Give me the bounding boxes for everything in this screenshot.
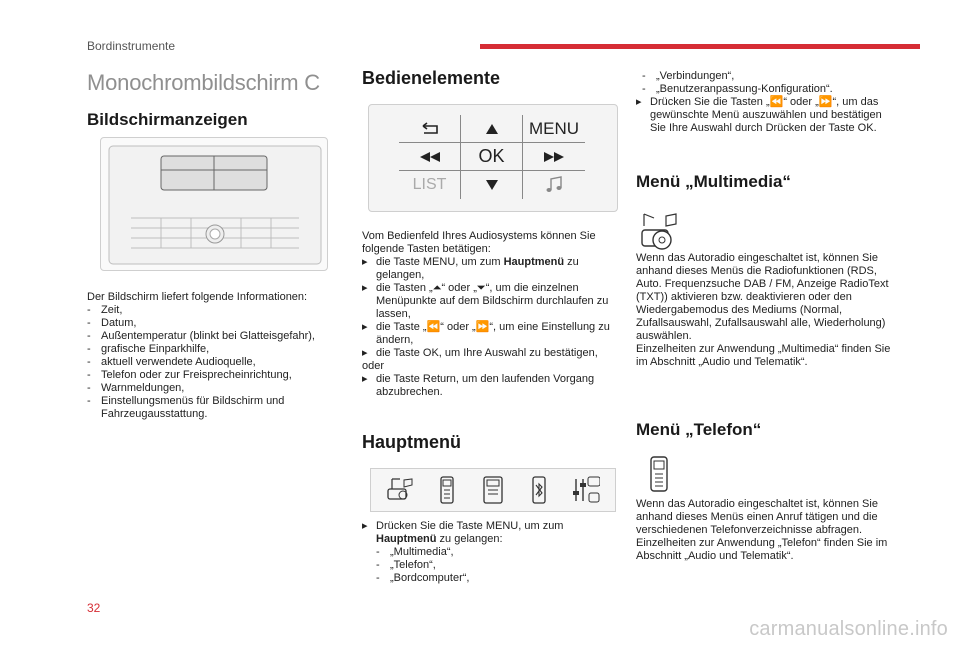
list-item: ▸ Drücken Sie die Taste MENU, um zum Hauptmenü zu gelangen:	[362, 520, 564, 545]
column-display	[87, 60, 345, 420]
up-button[interactable]	[461, 115, 523, 143]
list-button[interactable]: LIST	[399, 171, 461, 199]
multimedia-description: Wenn das Autoradio eingeschaltet ist, können Sie anhand dieses Menüs die Radiofunktionen (RDS, Auto. Frequenzsuche DAB / FM, Anzeige RadioText (TXT)) aktivieren bzw. deaktivieren oder den Wiedergabemodus des Mediums (Normal, Zufallsauswahl, Zufallsauswahl alle, Wiederholung) auswählen.	[636, 252, 889, 342]
multimedia-reference: Einzelheiten zur Anwendung „Multimedia“ finden Sie im Abschnitt „Audio und Telematik“.	[636, 343, 891, 368]
control-panel-illustration	[368, 104, 618, 212]
phone-icon	[650, 456, 668, 492]
header-accent-bar	[480, 44, 920, 49]
column-controls	[362, 60, 618, 584]
list-item: - Telefon oder zur Freisprecheinrichtung,	[87, 369, 292, 381]
select-menu-list	[636, 96, 894, 135]
main-menu-sublist	[362, 546, 618, 585]
list-item: ▸ die Tasten „⏶“ oder „⏷“, um die einzelnen Menüpunkte auf dem Bildschirm durchlaufen zu lassen,	[362, 282, 609, 320]
controls-intro-text: Vom Bedienfeld Ihres Audiosystems können Sie folgende Tasten betätigen:	[362, 230, 596, 255]
section-heading-controls: Bedienelemente	[362, 68, 501, 88]
music-button[interactable]	[523, 171, 585, 199]
ok-button[interactable]: OK	[461, 143, 523, 171]
list-item: - „Benutzeranpassung-Konfiguration“.	[642, 83, 833, 95]
list-item: - „Telefon“,	[376, 559, 436, 571]
display-info-list	[87, 304, 345, 421]
list-item: - „Multimedia“,	[376, 546, 454, 558]
telefon-reference: Einzelheiten zur Anwendung „Telefon“ finden Sie im Abschnitt „Audio und Telematik“.	[636, 537, 888, 562]
main-menu-sublist-cont	[636, 70, 894, 96]
page-number: 32	[87, 601, 101, 615]
list-item: ▸ die Taste „⏪“ oder „⏩“, um eine Einstellung zu ändern,	[362, 321, 610, 346]
list-item: - Warnmeldungen,	[87, 382, 185, 394]
rewind-icon	[419, 151, 441, 163]
list-item: - Außentemperatur (blinkt bei Glatteisgefahr),	[87, 330, 315, 342]
list-item: - „Verbindungen“,	[642, 70, 735, 82]
section-heading-display: Bildschirmanzeigen	[87, 110, 248, 129]
section-label: Bordinstrumente	[87, 39, 176, 53]
controls-list-cont	[362, 373, 618, 399]
settings-icon	[572, 474, 600, 506]
onboard-computer-icon	[479, 474, 507, 506]
list-item: - Datum,	[87, 317, 137, 329]
bluetooth-icon	[525, 474, 553, 506]
display-illustration	[100, 137, 328, 271]
down-button[interactable]	[461, 171, 523, 199]
arrow-down-icon	[485, 179, 499, 191]
fast-forward-button[interactable]	[523, 143, 585, 171]
control-panel-buttons	[399, 115, 585, 199]
radio-display-drawing	[101, 138, 329, 272]
arrow-up-icon	[485, 123, 499, 135]
section-heading-main-menu: Hauptmenü	[362, 432, 461, 452]
music-note-icon	[545, 176, 563, 194]
list-item: ▸ Drücken Sie die Tasten „⏪“ oder „⏩“, um das gewünschte Menü auszuwählen und bestätigen Sie Ihre Auswahl durch Drücken der Taste OK.	[636, 96, 882, 134]
telefon-description: Wenn das Autoradio eingeschaltet ist, können Sie anhand dieses Menüs einen Anruf tätigen und die verschiedenen Telefonverzeichnisse abfragen.	[636, 498, 878, 536]
telefon-illustration	[650, 456, 668, 492]
multimedia-icon	[638, 212, 680, 256]
section-heading-multimedia: Menü „Multimedia“	[636, 172, 791, 191]
list-item: - Zeit,	[87, 304, 123, 316]
rewind-button[interactable]	[399, 143, 461, 171]
menu-button[interactable]: MENU	[523, 115, 585, 143]
controls-list	[362, 256, 618, 360]
return-button[interactable]	[399, 115, 461, 143]
phone-icon	[433, 474, 461, 506]
list-item: ▸ die Taste MENU, um zum Hauptmenü zu gelangen,	[362, 256, 579, 281]
list-item: ▸ die Taste Return, um den laufenden Vorgang abzubrechen.	[362, 373, 595, 398]
list-item: - grafische Einparkhilfe,	[87, 343, 210, 355]
page-title: Monochrombildschirm C	[87, 70, 320, 95]
return-arrow-icon	[419, 122, 441, 136]
list-item: - „Bordcomputer“,	[376, 572, 470, 584]
list-item: - Einstellungsmenüs für Bildschirm und Fahrzeugausstattung.	[87, 395, 285, 420]
display-intro-text: Der Bildschirm liefert folgende Informationen:	[87, 291, 308, 303]
section-heading-telefon: Menü „Telefon“	[636, 420, 762, 439]
multimedia-illustration	[638, 212, 680, 256]
multimedia-icon	[386, 474, 414, 506]
main-menu-icon-strip	[370, 468, 616, 512]
list-item: ▸ die Taste OK, um Ihre Auswahl zu bestätigen,	[362, 347, 598, 359]
main-menu-list	[362, 520, 618, 546]
list-item: - aktuell verwendete Audioquelle,	[87, 356, 256, 368]
oder-text: oder	[362, 360, 385, 372]
watermark: carmanualsonline.info	[749, 618, 948, 640]
fast-forward-icon	[543, 151, 565, 163]
